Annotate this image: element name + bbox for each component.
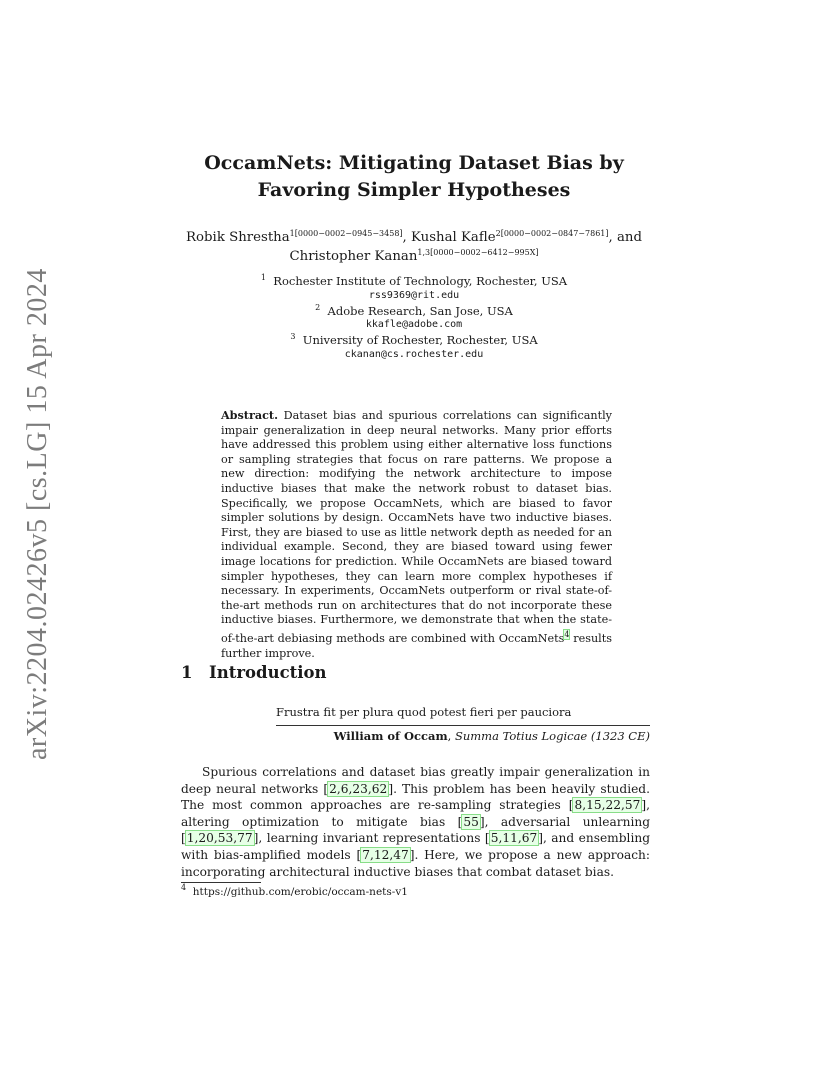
epigraph-source: Summa Totius Logicae (1323 CE) [454, 729, 650, 743]
intro-text: ]. This problem has been heavily studied. The most common approaches are re-sampling strategies [ [181, 781, 650, 813]
abstract [221, 408, 612, 661]
intro-text: ], altering optimization to mitigate bias [ [181, 798, 650, 829]
epigraph-attribution [250, 729, 650, 743]
affiliations [160, 274, 668, 363]
footnote-url[interactable]: https://github.com/erobic/occam-nets-v1 [192, 886, 408, 898]
citation-link[interactable]: 1,20,53,77 [186, 831, 253, 846]
citation-link[interactable]: 2,6,23,62 [329, 781, 388, 796]
title-line-2: Favoring Simpler Hypotheses [257, 179, 571, 201]
citation-link[interactable]: 8,15,22,57 [574, 798, 641, 813]
author-separator: , Kushal Kafle [402, 230, 496, 245]
author-3-name: Christopher Kanan [289, 249, 418, 264]
affiliation-email[interactable]: kkafle@adobe.com [365, 319, 463, 331]
paper-title [160, 150, 668, 204]
author-1-name: Robik Shrestha [186, 230, 290, 245]
intro-text: ]. Here, we propose a new approach: incorporating architectural inductive biases that combat dataset bias. [181, 847, 650, 879]
author-separator-and: , and [608, 230, 642, 245]
section-heading [181, 663, 327, 682]
epigraph-comma: , [447, 729, 455, 743]
section-number: 1 [181, 663, 193, 682]
author-2-orcid[interactable]: 2[0000−0002−0847−7861] [495, 229, 609, 238]
intro-text: ], adversarial unlearning [ [181, 814, 651, 846]
epigraph-rule [276, 725, 650, 726]
affiliation-number: 1 [260, 273, 266, 282]
affiliation-2 [160, 304, 668, 319]
arxiv-identifier: arXiv:2204.02426v5 [cs.LG] 15 Apr 2024 [22, 268, 53, 760]
intro-text: ], learning invariant representations [ [253, 831, 490, 846]
footnote [181, 883, 408, 898]
abstract-tail: results further improve. [221, 631, 612, 660]
title-line-1: OccamNets: Mitigating Dataset Bias by [204, 152, 624, 174]
affiliation-name: University of Rochester, Rochester, USA [302, 333, 538, 348]
citation-link[interactable]: 55 [463, 814, 479, 829]
affiliation-name: Adobe Research, San Jose, USA [327, 303, 513, 318]
intro-text: Spurious correlations and dataset bias greatly impair generalization in deep neural networks [ [181, 765, 650, 796]
affiliation-3 [160, 333, 668, 348]
footnote-rule [181, 882, 261, 883]
section-title: Introduction [209, 663, 327, 682]
abstract-label: Abstract. [221, 408, 278, 422]
intro-paragraph [181, 764, 650, 880]
affiliation-email[interactable]: rss9369@rit.edu [368, 289, 460, 301]
affiliation-email[interactable]: ckanan@cs.rochester.edu [344, 348, 484, 360]
intro-text: ], and ensembling with bias-amplified models [ [181, 831, 650, 862]
author-1-orcid[interactable]: 1[0000−0002−0945−3458] [289, 229, 403, 238]
footnote-number: 4 [181, 883, 187, 892]
affiliation-number: 2 [315, 302, 321, 312]
affiliation-name: Rochester Institute of Technology, Rochester, USA [273, 274, 568, 288]
author-3-orcid[interactable]: 1,3[0000−0002−6412−995X] [417, 248, 539, 257]
citation-link[interactable]: 7,12,47 [362, 847, 409, 862]
epigraph-quote: Frustra fit per plura quod potest fieri per pauciora [276, 705, 572, 719]
affiliation-number: 3 [290, 332, 296, 342]
author-list [150, 228, 678, 266]
citation-link[interactable]: 5,11,67 [490, 831, 538, 846]
epigraph-author: William of Occam [333, 729, 448, 743]
footnote-link[interactable]: 4 [564, 629, 570, 639]
affiliation-1 [160, 274, 668, 289]
abstract-text: Dataset bias and spurious correlations can significantly impair generalization in deep neural networks. Many prior efforts have addressed this problem using either alternative loss functions or sampling strategies that focus on rare patterns. We propose a new direction: modifying the network architecture to impose inductive biases that make the network robust to dataset bias. Specifically, we propose OccamNets, which are biased to favor simpler solutions by design. OccamNets have two inductive biases. First, they are biased to use as little network depth as needed for an individual example. Second, they are biased toward using fewer image locations for prediction. While OccamNets are biased toward simpler hypotheses, they can learn more complex hypotheses if necessary. In experiments, OccamNets outperform or rival state-of-the-art methods run on architectures that do not incorporate these inductive biases. Furthermore, we demonstrate that when the state-of-the-art debiasing methods are combined with OccamNets [221, 409, 612, 645]
